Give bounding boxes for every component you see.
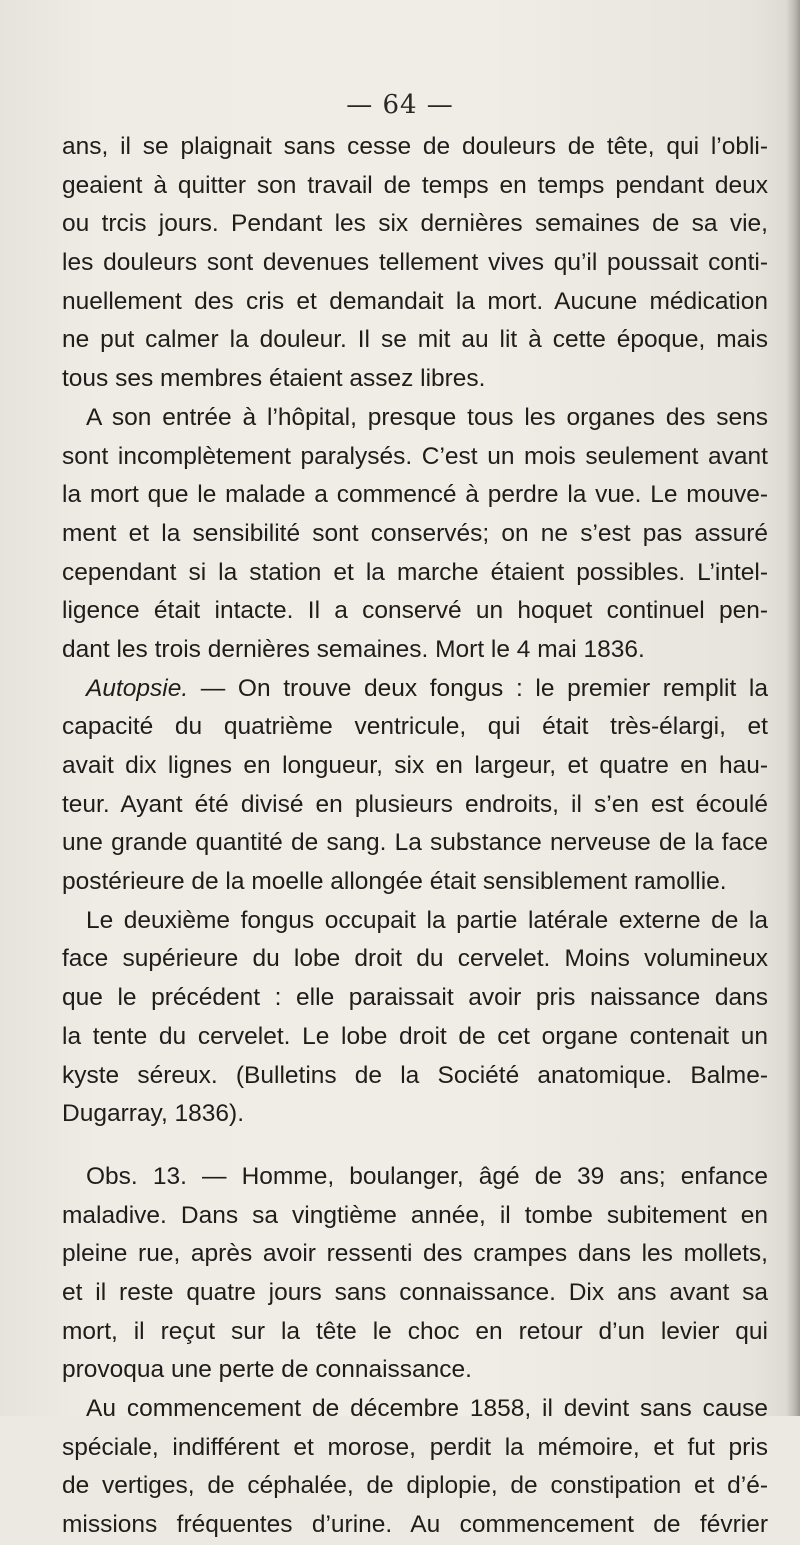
text-line: mort, il reçut sur la tête le choc en retour d’un levier qui: [62, 1317, 768, 1345]
text-line: ment et la sensibilité sont conservés; on ne s’est pas assuré: [62, 519, 768, 547]
text-line: face supérieure du lobe droit du cervelet. Moins volumineux: [62, 945, 768, 973]
text-line: de vertiges, de céphalée, de diplopie, de constipation et d’é-: [62, 1472, 768, 1500]
text-line: kyste séreux. (Bulletins de la Société anatomique. Balme-: [62, 1061, 768, 1089]
text-line: tous ses membres étaient assez libres.: [62, 365, 486, 393]
text-line: provoqua une perte de connaissance.: [62, 1356, 472, 1384]
text-line: geaient à quitter son travail de temps en temps pendant deux: [62, 171, 768, 199]
text-line: teur. Ayant été divisé en plusieurs endroits, il s’en est écoulé: [62, 790, 768, 818]
text-line: la mort que le malade a commencé à perdre la vue. Le mouve-: [62, 481, 768, 509]
text-line: maladive. Dans sa vingtième année, il tombe subitement en: [62, 1201, 768, 1229]
text-line: ans, il se plaignait sans cesse de douleurs de tête, qui l’obli-: [62, 133, 768, 160]
text-line: ne put calmer la douleur. Il se mit au lit à cette époque, mais: [62, 326, 768, 354]
text-line: Dugarray, 1836).: [62, 1100, 245, 1128]
text-line: missions fréquentes d’urine. Au commencement de février: [62, 1511, 768, 1539]
text-line: ou trcis jours. Pendant les six dernières semaines de sa vie,: [62, 210, 768, 238]
text-line: la tente du cervelet. Le lobe droit de cet organe contenait un: [62, 1022, 768, 1050]
text-line: dant les trois dernières semaines. Mort le 4 mai 1836.: [62, 635, 645, 663]
text-line: spéciale, indifférent et morose, perdit la mémoire, et fut pris: [62, 1433, 768, 1461]
text-line: A son entrée à l’hôpital, presque tous les organes des sens: [86, 403, 768, 431]
text-line: avait dix lignes en longueur, six en largeur, et quatre en hau-: [62, 752, 768, 779]
body-text: [62, 128, 768, 1545]
text-line: ligence était intacte. Il a conservé un hoquet continuel pen-: [62, 597, 768, 625]
autopsy-label: Autopsie.: [86, 674, 189, 702]
autopsy-text: — On trouve deux fongus : le premier remplit la: [200, 674, 768, 702]
autopsy-line: [62, 670, 768, 709]
text-line: les douleurs sont devenues tellement vives qu’il poussait conti-: [62, 249, 768, 277]
text-line: sont incomplètement paralysés. C’est un mois seulement avant: [62, 442, 768, 470]
text-line: cependant si la station et la marche étaient possibles. L’intel-: [62, 558, 768, 586]
page-number-header: — 64 —: [346, 90, 454, 120]
text-line: capacité du quatrième ventricule, qui était très-élargi, et: [62, 713, 768, 741]
text-line: une grande quantité de sang. La substance nerveuse de la face: [62, 829, 768, 857]
text-line: postérieure de la moelle allongée était sensiblement ramollie.: [62, 868, 727, 896]
text-line: nuellement des cris et demandait la mort. Aucune médication: [62, 287, 768, 315]
page-edge-shadow: [786, 0, 800, 1416]
text-line: Au commencement de décembre 1858, il devint sans cause: [86, 1395, 768, 1422]
paragraph-gap: [62, 1134, 768, 1158]
text-line: pleine rue, après avoir ressenti des crampes dans les mollets,: [62, 1240, 768, 1268]
text-line: et il reste quatre jours sans connaissance. Dix ans avant sa: [62, 1278, 768, 1306]
text-line: Obs. 13. — Homme, boulanger, âgé de 39 ans; enfance: [86, 1162, 768, 1190]
text-line: Le deuxième fongus occupait la partie latérale externe de la: [86, 906, 768, 934]
text-line: que le précédent : elle paraissait avoir pris naissance dans: [62, 984, 768, 1012]
